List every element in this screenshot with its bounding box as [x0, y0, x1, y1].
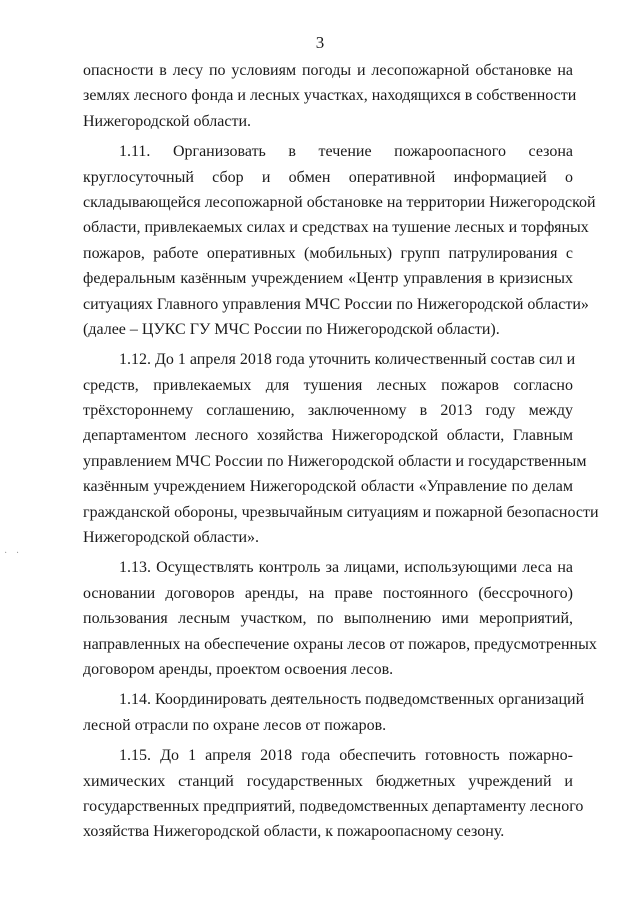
text-line: Нижегородской области».	[83, 529, 260, 547]
text-line: 1.12. До 1 апреля 2018 года уточнить количественный состав сил и	[119, 351, 576, 369]
text-line: землях лесного фонда и лесных участках, находящихся в собственности	[83, 87, 577, 105]
page-number: 3	[315, 33, 325, 52]
scan-margin-dots: · ·	[4, 548, 23, 559]
document-body	[83, 58, 599, 845]
text-line: казённым учреждением Нижегородской области «Управление по делам	[83, 478, 573, 496]
text-line: основании договоров аренды, на праве постоянного (бессрочного)	[83, 584, 573, 602]
text-line: 1.15. До 1 апреля 2018 года обеспечить готовность пожарно-	[119, 747, 573, 765]
text-line: опасности в лесу по условиям погоды и лесопожарной обстановке на	[83, 62, 573, 79]
paragraph-1-12	[83, 347, 599, 550]
text-line: области, привлекаемых силах и средствах на тушение лесных и торфяных	[83, 219, 589, 237]
text-line: 1.13. Осуществлять контроль за лицами, использующими леса на	[119, 559, 573, 577]
text-line: пожаров, работе оперативных (мобильных) групп патрулирования с	[83, 244, 573, 262]
text-line: департаментом лесного хозяйства Нижегородской области, Главным	[83, 427, 573, 445]
text-line: складывающейся лесопожарной обстановке на территории Нижегородской	[83, 193, 596, 211]
text-line: лесной отрасли по охране лесов от пожаров.	[83, 716, 387, 734]
text-line: (далее – ЦУКС ГУ МЧС России по Нижегородской области).	[83, 320, 500, 338]
text-line: хозяйства Нижегородской области, к пожароопасному сезону.	[83, 823, 505, 841]
paragraph-1-15	[83, 743, 584, 845]
text-line: договором аренды, проектом освоения лесов.	[83, 660, 394, 678]
text-line: 1.11. Организовать в течение пожароопасного сезона	[119, 143, 573, 161]
paragraph-1-11	[83, 139, 596, 342]
text-line: трёхстороннему соглашению, заключенному в 2013 году между	[83, 402, 573, 420]
text-line: круглосуточный сбор и обмен оперативной информацией о	[83, 168, 573, 186]
text-line: Нижегородской области.	[83, 112, 252, 130]
paragraph-1-14	[83, 687, 585, 738]
text-line: управлением МЧС России по Нижегородской области и государственным	[83, 452, 587, 470]
text-line: средств, привлекаемых для тушения лесных пожаров согласно	[83, 376, 573, 394]
paragraph-intro	[83, 58, 577, 134]
text-line: 1.14. Координировать деятельность подведомственных организаций	[119, 691, 585, 709]
text-line: государственных предприятий, подведомственных департаменту лесного	[83, 797, 584, 815]
text-line: федеральным казённым учреждением «Центр управления в кризисных	[83, 270, 573, 288]
text-line: ситуациях Главного управления МЧС России по Нижегородской области»	[83, 295, 589, 313]
text-line: гражданской обороны, чрезвычайным ситуациям и пожарной безопасности	[83, 503, 599, 521]
text-line: химических станций государственных бюджетных учреждений и	[83, 772, 573, 790]
paragraph-1-13	[83, 555, 597, 682]
text-line: пользования лесным участком, по выполнению ими мероприятий,	[83, 610, 573, 628]
text-line: направленных на обеспечение охраны лесов от пожаров, предусмотренных	[83, 635, 597, 653]
